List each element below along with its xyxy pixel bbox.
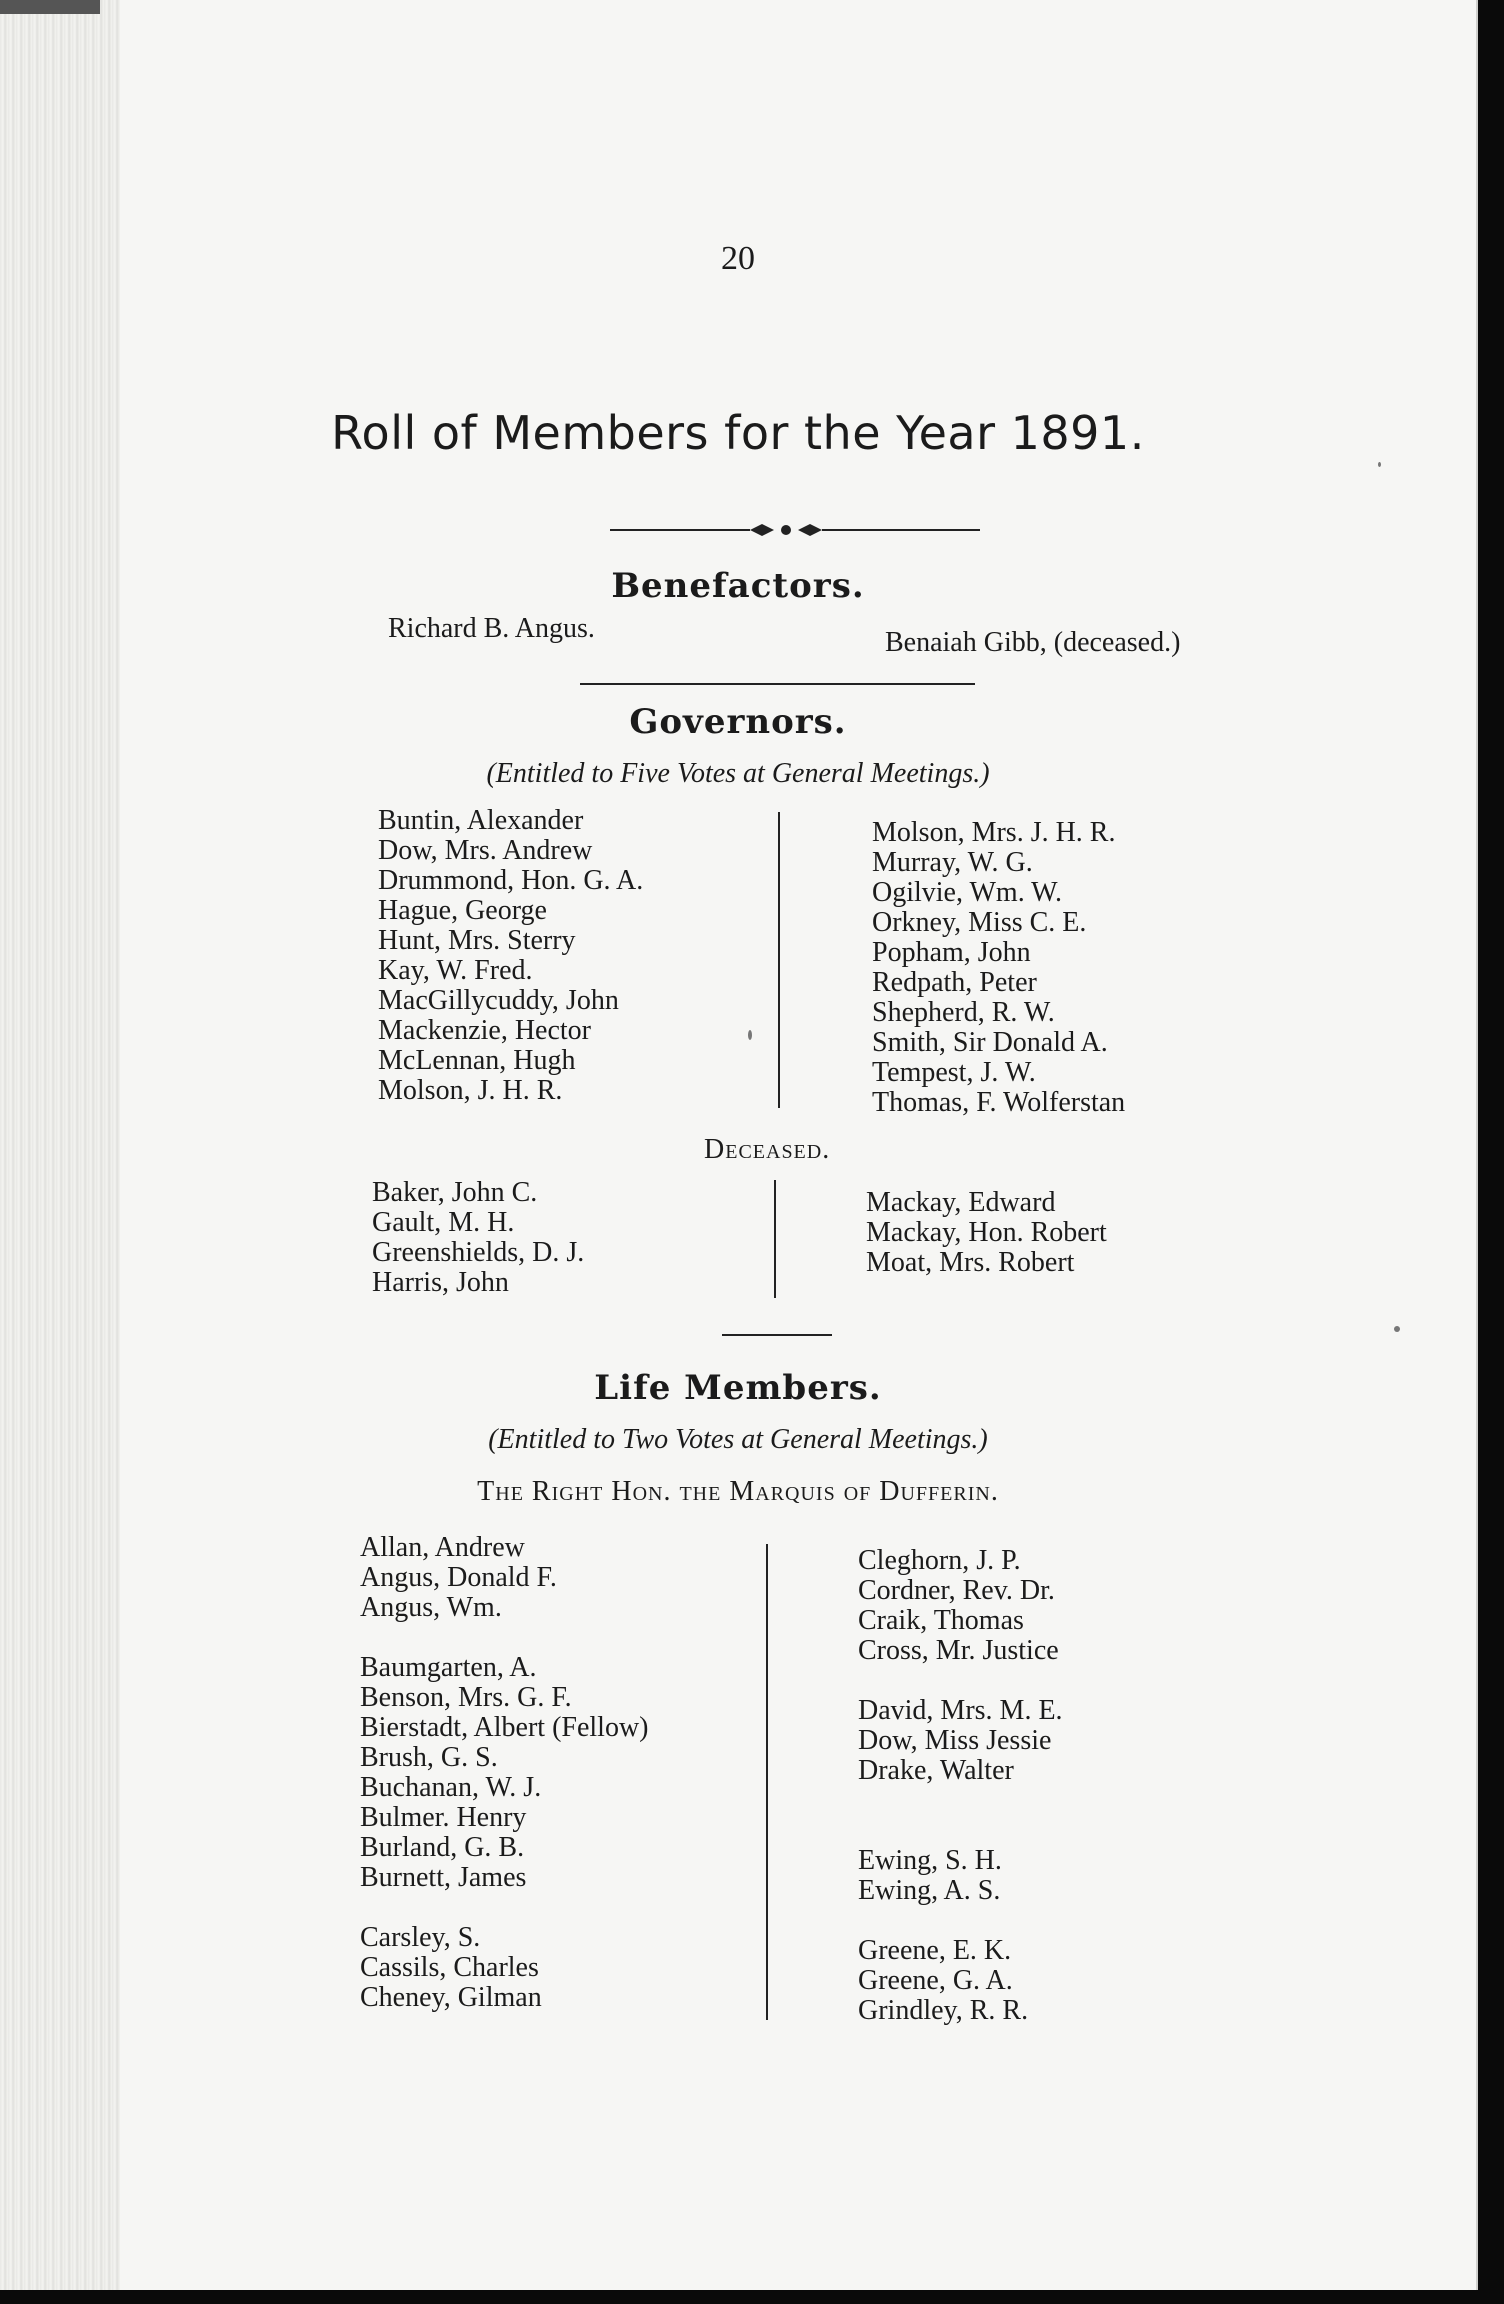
member-name: Ewing, A. S. <box>858 1875 1001 1906</box>
member-name: Bulmer. Henry <box>360 1802 527 1833</box>
paper-speck <box>748 1030 752 1040</box>
member-name: Dow, Miss Jessie <box>858 1725 1052 1756</box>
governor-name: MacGillycuddy, John <box>378 985 619 1016</box>
member-name: Burnett, James <box>360 1862 527 1893</box>
governors-heading: Governors. <box>629 702 847 742</box>
governors-note: (Entitled to Five Votes at General Meetings.) <box>486 758 990 789</box>
paper-speck <box>1394 1326 1400 1332</box>
member-name: Cleghorn, J. P. <box>858 1545 1021 1576</box>
governor-name: Murray, W. G. <box>872 847 1033 878</box>
member-name: Allan, Andrew <box>360 1532 525 1563</box>
governor-name: Shepherd, R. W. <box>872 997 1055 1028</box>
governor-name: Hague, George <box>378 895 547 926</box>
governor-name: Drummond, Hon. G. A. <box>378 865 644 896</box>
governor-name: Ogilvie, Wm. W. <box>872 877 1063 908</box>
life-members-note: (Entitled to Two Votes at General Meetings.) <box>488 1424 988 1455</box>
benefactor-left: Richard B. Angus. <box>388 613 595 644</box>
member-name: Cassils, Charles <box>360 1952 539 1983</box>
deceased-name: Greenshields, D. J. <box>372 1237 585 1268</box>
benefactors-heading: Benefactors. <box>611 566 865 606</box>
member-name: Angus, Wm. <box>360 1592 502 1623</box>
member-name: Benson, Mrs. G. F. <box>360 1682 572 1713</box>
member-name: Cheney, Gilman <box>360 1982 542 2013</box>
member-name: Grindley, R. R. <box>858 1995 1029 2026</box>
column-divider <box>766 1544 768 2020</box>
member-name: Bierstadt, Albert (Fellow) <box>360 1712 649 1743</box>
deceased-left-column <box>372 1178 584 1298</box>
governors-left-column <box>378 806 643 1106</box>
column-divider <box>774 1180 776 1298</box>
page-number: 20 <box>721 240 755 277</box>
member-name: Drake, Walter <box>858 1755 1014 1786</box>
deceased-name: Mackay, Hon. Robert <box>866 1217 1107 1248</box>
member-name: Carsley, S. <box>360 1922 481 1953</box>
governor-name: Hunt, Mrs. Sterry <box>378 925 576 956</box>
section-rule <box>722 1334 832 1336</box>
governor-name: Molson, Mrs. J. H. R. <box>872 817 1116 848</box>
member-name: David, Mrs. M. E. <box>858 1695 1063 1726</box>
member-name: Angus, Donald F. <box>360 1562 557 1593</box>
life-members-right-column <box>858 1546 1063 2026</box>
ornament-divider <box>610 516 980 544</box>
page-edge-stack <box>0 0 120 2290</box>
member-name: Cross, Mr. Justice <box>858 1635 1059 1666</box>
governors-right-column <box>872 818 1125 1118</box>
member-name: Craik, Thomas <box>858 1605 1024 1636</box>
governor-name: Orkney, Miss C. E. <box>872 907 1087 938</box>
life-members-left-column <box>360 1533 649 2013</box>
member-name: Greene, G. A. <box>858 1965 1013 1996</box>
deceased-name: Mackay, Edward <box>866 1187 1056 1218</box>
governor-name: Kay, W. Fred. <box>378 955 533 986</box>
governor-name: Tempest, J. W. <box>872 1057 1036 1088</box>
governor-name: Buntin, Alexander <box>378 805 584 836</box>
deceased-name: Moat, Mrs. Robert <box>866 1247 1075 1278</box>
deceased-right-column <box>866 1188 1107 1278</box>
member-name: Brush, G. S. <box>360 1742 498 1773</box>
governor-name: Redpath, Peter <box>872 967 1037 998</box>
page-title: Roll of Members for the Year 1891. <box>331 406 1145 460</box>
governor-name: Molson, J. H. R. <box>378 1075 563 1106</box>
life-members-special: The Right Hon. the Marquis of Dufferin. <box>477 1476 999 1507</box>
paper-speck <box>1378 462 1381 467</box>
governor-name: Thomas, F. Wolferstan <box>872 1087 1126 1118</box>
governor-name: Mackenzie, Hector <box>378 1015 591 1046</box>
deceased-name: Harris, John <box>372 1267 509 1298</box>
governor-name: Popham, John <box>872 937 1031 968</box>
member-name: Greene, E. K. <box>858 1935 1012 1966</box>
corner-mark <box>0 0 100 14</box>
member-name: Buchanan, W. J. <box>360 1772 542 1803</box>
member-name: Baumgarten, A. <box>360 1652 537 1683</box>
deceased-name: Baker, John C. <box>372 1177 538 1208</box>
governor-name: Dow, Mrs. Andrew <box>378 835 593 866</box>
governor-name: McLennan, Hugh <box>378 1045 576 1076</box>
benefactor-right: Benaiah Gibb, (deceased.) <box>885 627 1181 658</box>
member-name: Cordner, Rev. Dr. <box>858 1575 1055 1606</box>
section-rule <box>580 683 975 685</box>
column-divider <box>778 812 780 1108</box>
deceased-heading: Deceased. <box>704 1134 831 1165</box>
deceased-name: Gault, M. H. <box>372 1207 515 1238</box>
governor-name: Smith, Sir Donald A. <box>872 1027 1108 1058</box>
member-name: Burland, G. B. <box>360 1832 525 1863</box>
life-members-heading: Life Members. <box>594 1368 882 1408</box>
member-name: Ewing, S. H. <box>858 1845 1002 1876</box>
